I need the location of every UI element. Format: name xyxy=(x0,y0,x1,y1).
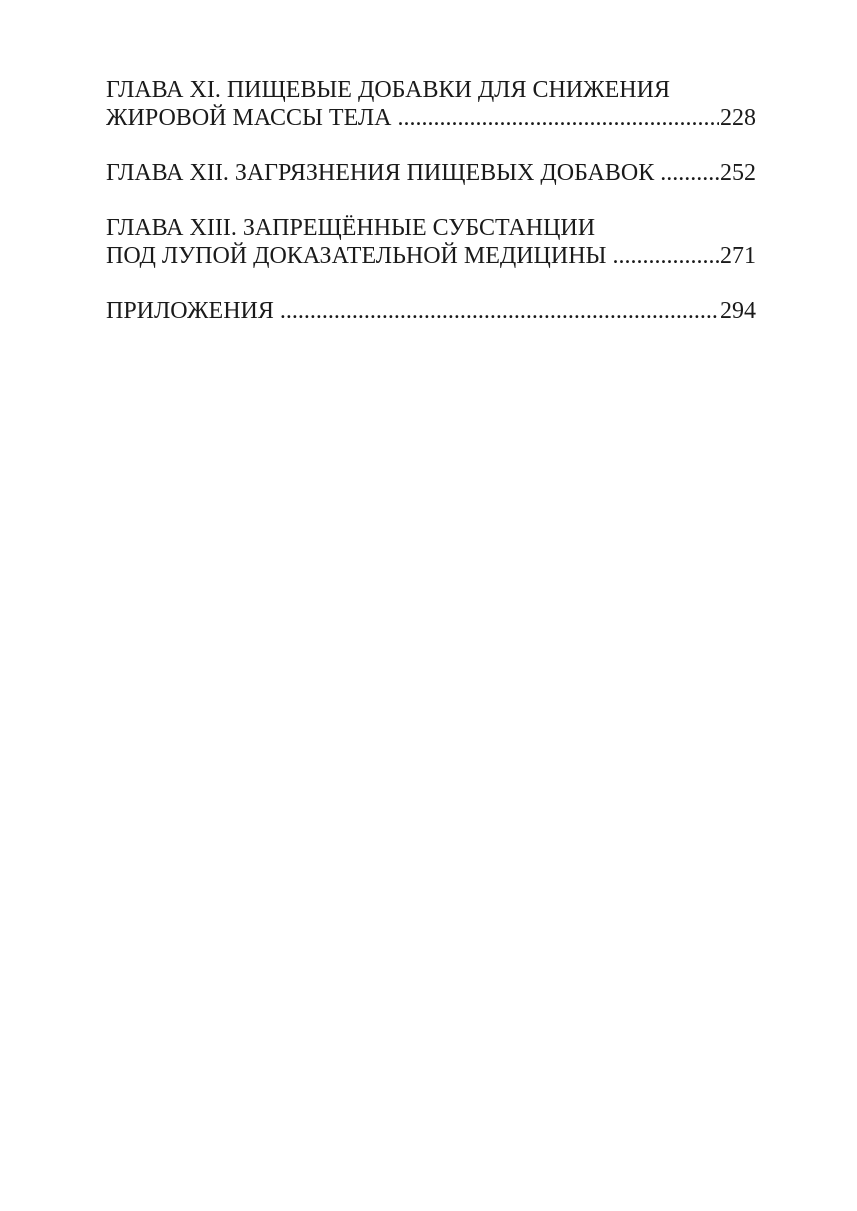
toc-entry-chapter-13[interactable] xyxy=(106,214,756,270)
toc-entry-title: ГЛАВА XI. ПИЩЕВЫЕ ДОБАВКИ ДЛЯ СНИЖЕНИЯ xyxy=(106,77,670,103)
toc-entry-chapter-12[interactable] xyxy=(106,159,756,187)
toc-entry-title-line xyxy=(106,76,756,104)
table-of-contents xyxy=(106,76,756,352)
dot-leader xyxy=(398,104,719,132)
toc-entry-page-number: 271 xyxy=(720,243,756,269)
toc-entry-title: ПРИЛОЖЕНИЯ xyxy=(106,298,274,324)
toc-entry-leader-line xyxy=(106,104,756,132)
toc-entry-title: ГЛАВА XII. ЗАГРЯЗНЕНИЯ ПИЩЕВЫХ ДОБАВОК xyxy=(106,160,655,186)
toc-entry-title-continued: ПОД ЛУПОЙ ДОКАЗАТЕЛЬНОЙ МЕДИЦИНЫ xyxy=(106,243,607,269)
toc-entry-title-continued: ЖИРОВОЙ МАССЫ ТЕЛА xyxy=(106,105,392,131)
toc-entry-page-number: 228 xyxy=(720,105,756,131)
toc-entry-chapter-11[interactable] xyxy=(106,76,756,132)
toc-entry-leader-line xyxy=(106,159,756,187)
toc-entry-leader-line xyxy=(106,242,756,270)
toc-entry-leader-line xyxy=(106,297,756,325)
toc-entry-appendices[interactable] xyxy=(106,297,756,325)
toc-entry-page-number: 252 xyxy=(720,160,756,186)
dot-leader xyxy=(612,242,719,270)
toc-entry-title: ГЛАВА XIII. ЗАПРЕЩЁННЫЕ СУБСТАНЦИИ xyxy=(106,215,596,241)
toc-entry-title-line xyxy=(106,214,756,242)
dot-leader xyxy=(280,297,719,325)
dot-leader xyxy=(660,159,719,187)
toc-entry-page-number: 294 xyxy=(720,298,756,324)
